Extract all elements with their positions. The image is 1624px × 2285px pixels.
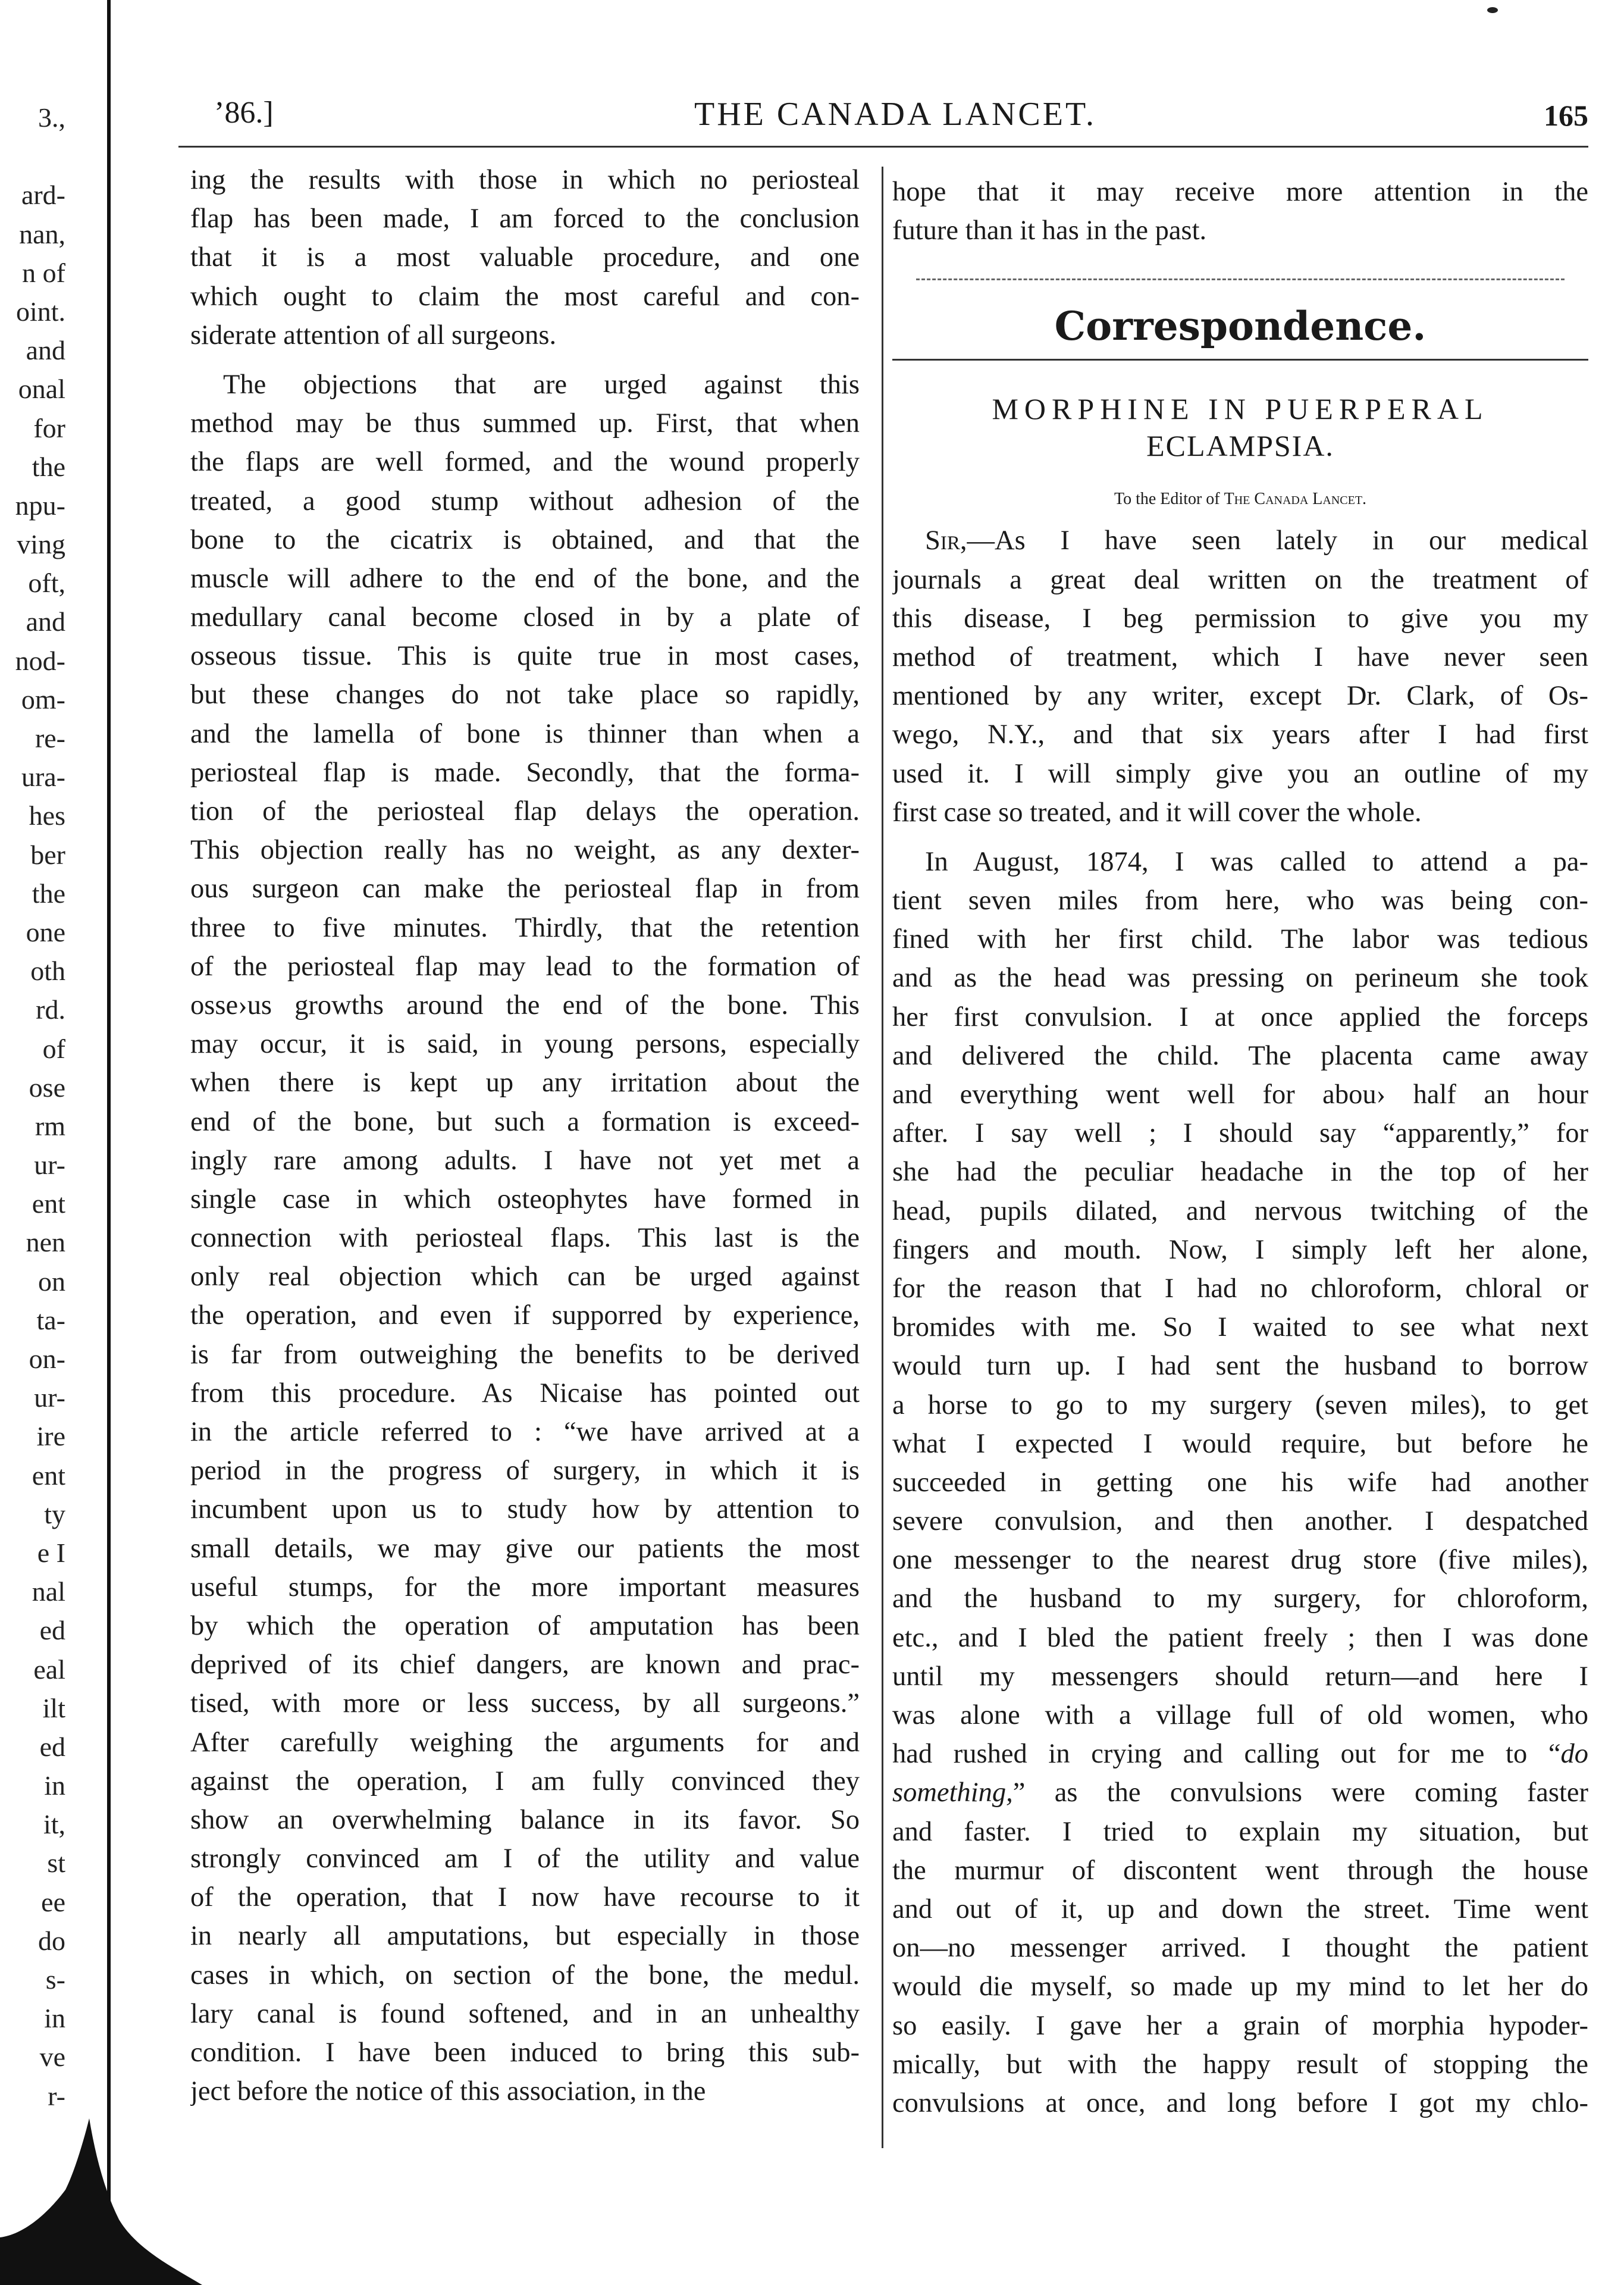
text-line: first case so treated, and it will cover the whole. <box>892 797 1422 828</box>
text-line: only real objection which can be urged against <box>190 1262 860 1292</box>
margin-fragment: ent <box>32 1460 65 1491</box>
text-line: fingers and mouth. Now, I simply left her alone, <box>892 1234 1588 1265</box>
text-line: and as the head was pressing on perineum she took <box>892 963 1588 994</box>
journal-title: THE CANADA LANCET. <box>694 96 1097 133</box>
text-line: when there is kept up any irritation about the <box>190 1068 860 1098</box>
text-line: flap has been made, I am forced to the conclusion <box>190 204 860 234</box>
text-line: but these changes do not take place so rapidly, <box>190 680 860 710</box>
text-line: mically, but with the happy result of stopping the <box>892 2049 1588 2080</box>
text-line: period in the progress of surgery, in which it is <box>190 1455 860 1486</box>
margin-fragment: oft, <box>28 568 65 599</box>
text-line: small details, we may give our patients the most <box>190 1533 860 1564</box>
text-line: by which the operation of amputation has been <box>190 1610 860 1641</box>
text-line: mentioned by any writer, except Dr. Clark, of Os- <box>892 681 1588 712</box>
binding-edge <box>107 0 111 2202</box>
text-line: journals a great deal written on the treatment of <box>892 564 1588 595</box>
text-line: strongly convinced am I of the utility and value <box>190 1843 860 1874</box>
editor-note-prefix: To the Editor of <box>1114 490 1224 509</box>
text-line: deprived of its chief dangers, are known and prac- <box>190 1649 860 1680</box>
text-line <box>892 1735 1588 1773</box>
margin-fragment: ose <box>29 1072 65 1103</box>
margin-fragment: rm <box>35 1110 65 1141</box>
margin-fragment: nal <box>32 1576 65 1607</box>
text-line: osseous tissue. This is quite true in most cases, <box>190 641 860 672</box>
text-line: which ought to claim the most careful and con- <box>190 281 860 312</box>
text-line: the murmur of discontent went through the house <box>892 1855 1588 1886</box>
margin-fragment: hes <box>29 800 65 831</box>
margin-fragment: of <box>42 1033 65 1064</box>
margin-fragment: ee <box>41 1886 65 1917</box>
italic-something: something, <box>892 1777 1013 1808</box>
text-line: and everything went well for abou› half an hour <box>892 1079 1588 1110</box>
margin-fragment: the <box>32 878 65 909</box>
margin-fragment: and <box>26 606 65 637</box>
text-line: periosteal flap is made. Secondly, that the forma- <box>190 757 860 788</box>
text-line: medullary canal become closed in by a plate of <box>190 602 860 633</box>
italic-do: do <box>1560 1739 1588 1770</box>
ink-blot <box>0 2118 202 2285</box>
letter-paragraph-2-continued <box>892 1813 1588 2123</box>
text-line: a horse to go to my surgery (seven miles), to get <box>892 1389 1588 1420</box>
text-line: bromides with me. So I waited to see what next <box>892 1312 1588 1343</box>
text-line: condition. I have been induced to bring this sub- <box>190 2037 860 2068</box>
margin-fragment: ent <box>32 1188 65 1219</box>
margin-fragment: 3., <box>38 102 65 133</box>
text-line: After carefully weighing the arguments for and <box>190 1727 860 1758</box>
text-line: ing the results with those in which no periosteal <box>190 165 860 195</box>
text-line: from this procedure. As Nicaise has pointed out <box>190 1378 860 1408</box>
text-span: had rushed in crying and calling out for me to “ <box>892 1739 1561 1770</box>
letter-paragraph-1 <box>892 521 1588 832</box>
margin-fragment: oint. <box>15 296 65 327</box>
text-line: ingly rare among adults. I have not yet met a <box>190 1145 860 1176</box>
text-line: until my messengers should return—and here I <box>892 1661 1588 1692</box>
italic-line <box>892 1773 1588 1812</box>
margin-fragment: and <box>26 335 65 366</box>
section-divider <box>916 278 1565 280</box>
column-separator <box>882 167 883 2148</box>
margin-fragment: eal <box>33 1654 65 1685</box>
text-line: is far from outweighing the benefits to be derived <box>190 1339 860 1370</box>
letter-line: —As I have seen lately in our medical <box>967 525 1588 556</box>
text-line: method may be thus summed up. First, that when <box>190 408 860 439</box>
text-line: single case in which osteophytes have formed in <box>190 1184 860 1215</box>
margin-fragment: in <box>44 1770 65 1801</box>
margin-fragment: ber <box>30 839 65 870</box>
text-line: osse›us growths around the end of the bone. This <box>190 990 860 1021</box>
text-line: after. I say well ; I should say “apparently,” for <box>892 1118 1588 1149</box>
text-line: and the lamella of bone is thinner than when a <box>190 718 860 749</box>
editor-address <box>892 484 1588 514</box>
margin-fragment: onal <box>18 374 65 405</box>
text-line: future than it has in the past. <box>892 215 1207 246</box>
text-line: and the husband to my surgery, for chloroform, <box>892 1583 1588 1614</box>
text-line: show an overwhelming balance in its favor. So <box>190 1804 860 1835</box>
margin-fragment: n of <box>22 257 65 288</box>
text-line: ous surgeon can make the periosteal flap in from <box>190 874 860 904</box>
text-line: useful stumps, for the more important measures <box>190 1572 860 1602</box>
text-line: convulsions at once, and long before I got my chlo- <box>892 2087 1588 2118</box>
margin-fragment: one <box>26 916 65 947</box>
letter-paragraph-2 <box>892 843 1588 1774</box>
margin-fragment: r- <box>48 2080 65 2111</box>
text-line: etc., and I bled the patient freely ; then I was done <box>892 1622 1588 1653</box>
text-line: bone to the cicatrix is obtained, and that the <box>190 524 860 555</box>
margin-fragment: ura- <box>21 762 65 793</box>
previous-page-margin-fragments <box>0 98 65 2115</box>
text-line: tion of the periosteal flap delays the operation. <box>190 796 860 827</box>
margin-fragment: for <box>33 412 65 443</box>
margin-fragment: ilt <box>42 1692 65 1723</box>
text-line: three to five minutes. Thirdly, that the retention <box>190 912 860 943</box>
text-line: in nearly all amputations, but especially in those <box>190 1921 860 1952</box>
text-line: against the operation, I am fully convinced they <box>190 1766 860 1796</box>
margin-fragment: npu- <box>15 490 65 521</box>
text-line: The objections that are urged against this <box>223 369 860 400</box>
text-line: would die myself, so made up my mind to let her do <box>892 1971 1588 2002</box>
letter-line: ” as the convulsions were coming faster <box>1012 1777 1588 1808</box>
margin-fragment: the <box>32 451 65 482</box>
text-line: This objection really has no weight, as any dexter- <box>190 835 860 866</box>
margin-fragment: ur- <box>34 1150 65 1181</box>
margin-fragment: s- <box>45 1964 65 1995</box>
text-line: fined with her first child. The labor was tedious <box>892 924 1588 955</box>
text-line: her first convulsion. I at once applied the forceps <box>892 1001 1588 1032</box>
article-subtitle: ECLAMPSIA. <box>1146 429 1334 463</box>
margin-fragment: ta- <box>36 1304 65 1335</box>
page-number: 165 <box>1544 99 1588 132</box>
text-line: of the operation, that I now have recourse to it <box>190 1882 860 1913</box>
text-line: treated, a good stump without adhesion of the <box>190 486 860 517</box>
text-line: severe convulsion, and then another. I despatched <box>892 1506 1588 1537</box>
text-line: of the periosteal flap may lead to the formation of <box>190 951 860 982</box>
running-header <box>202 89 1588 137</box>
text-line: used it. I will simply give you an outline of my <box>892 758 1588 789</box>
text-line: method of treatment, which I have never seen <box>892 641 1588 672</box>
margin-fragment: nan, <box>19 218 65 249</box>
text-line: and out of it, up and down the street. Time went <box>892 1893 1588 1924</box>
text-line: on—no messenger arrived. I thought the patient <box>892 1933 1588 1964</box>
margin-fragment: st <box>47 1848 65 1879</box>
text-line: connection with periosteal flaps. This last is the <box>190 1223 860 1254</box>
text-line: wego, N.Y., and that six years after I had first <box>892 719 1588 750</box>
text-line: so easily. I gave her a grain of morphia hypoder- <box>892 2010 1588 2041</box>
text-line: In August, 1874, I was called to attend a pa- <box>925 846 1588 877</box>
margin-fragment: ed <box>39 1731 65 1762</box>
intro-text <box>892 173 1588 250</box>
margin-fragment: on- <box>29 1344 65 1374</box>
margin-fragment: nod- <box>15 645 65 676</box>
margin-fragment: in <box>44 2003 65 2034</box>
text-line: tient seven miles from here, who was being con- <box>892 885 1588 916</box>
text-line: cases in which, on section of the bone, the medul. <box>190 1960 860 1990</box>
text-line: succeeded in getting one his wife had another <box>892 1467 1588 1498</box>
margin-fragment: it, <box>43 1809 65 1840</box>
text-line: that it is a most valuable procedure, and one <box>190 242 860 273</box>
margin-fragment: e I <box>37 1537 65 1568</box>
text-line: would turn up. I had sent the husband to borrow <box>892 1351 1588 1382</box>
text-line: the operation, and even if supporred by experience, <box>190 1300 860 1331</box>
text-line: tised, with more or less success, by all surgeons.” <box>190 1688 860 1719</box>
letter-first-line <box>892 521 1588 560</box>
margin-fragment <box>0 137 65 176</box>
margin-fragment: re- <box>35 723 65 753</box>
margin-fragment: ty <box>44 1498 65 1529</box>
text-line: may occur, it is said, in young persons, especially <box>190 1029 860 1060</box>
heading-rule <box>892 359 1588 361</box>
margin-fragment: on <box>38 1266 65 1297</box>
margin-fragment: ving <box>17 529 65 560</box>
left-column <box>190 161 860 2111</box>
margin-fragment: ard- <box>21 180 65 211</box>
article-title: MORPHINE IN PUERPERAL <box>992 392 1489 426</box>
text-line: siderate attention of all surgeons. <box>190 320 557 350</box>
text-line: and delivered the child. The placenta came away <box>892 1040 1588 1071</box>
text-line: one messenger to the nearest drug store (five miles), <box>892 1545 1588 1576</box>
text-line: ject before the notice of this association, in the <box>190 2076 706 2107</box>
margin-fragment: oth <box>30 956 65 987</box>
section-heading: Correspondence. <box>1054 303 1427 350</box>
text-line: what I expected I would require, but before he <box>892 1428 1588 1459</box>
ink-speck <box>1487 7 1498 13</box>
text-line: head, pupils dilated, and nervous twitching of the <box>892 1195 1588 1226</box>
text-line: lary canal is found softened, and in an unhealthy <box>190 1998 860 2029</box>
salutation: Sir, <box>925 525 967 556</box>
text-line: and faster. I tried to explain my situation, but <box>892 1816 1588 1847</box>
margin-fragment: do <box>38 1925 65 1956</box>
margin-fragment: rd. <box>36 994 65 1025</box>
margin-fragment: om- <box>21 684 65 715</box>
editor-note-journal: The Canada Lancet. <box>1224 490 1367 509</box>
margin-fragment: ve <box>39 2042 65 2073</box>
text-line: this disease, I beg permission to give you my <box>892 603 1588 634</box>
text-line: was alone with a village full of old women, who <box>892 1700 1588 1730</box>
margin-fragment: nen <box>26 1227 65 1258</box>
text-line: in the article referred to : “we have arrived at a <box>190 1417 860 1447</box>
text-line: she had the peculiar headache in the top of her <box>892 1157 1588 1188</box>
text-line: for the reason that I had no chloroform, chloral or <box>892 1273 1588 1304</box>
margin-fragment: ire <box>36 1421 65 1452</box>
text-line: hope that it may receive more attention in the <box>892 177 1588 207</box>
text-line: the flaps are well formed, and the wound properly <box>190 447 860 478</box>
margin-fragment: ur- <box>34 1382 65 1413</box>
text-line: incumbent upon us to study how by attention to <box>190 1494 860 1525</box>
header-year: ’86.] <box>214 96 274 130</box>
header-rule <box>178 146 1588 148</box>
text-line: muscle will adhere to the end of the bone, and the <box>190 563 860 594</box>
text-line: end of the bone, but such a formation is exceed- <box>190 1106 860 1137</box>
right-column <box>892 173 1588 2123</box>
margin-fragment: ed <box>39 1615 65 1646</box>
